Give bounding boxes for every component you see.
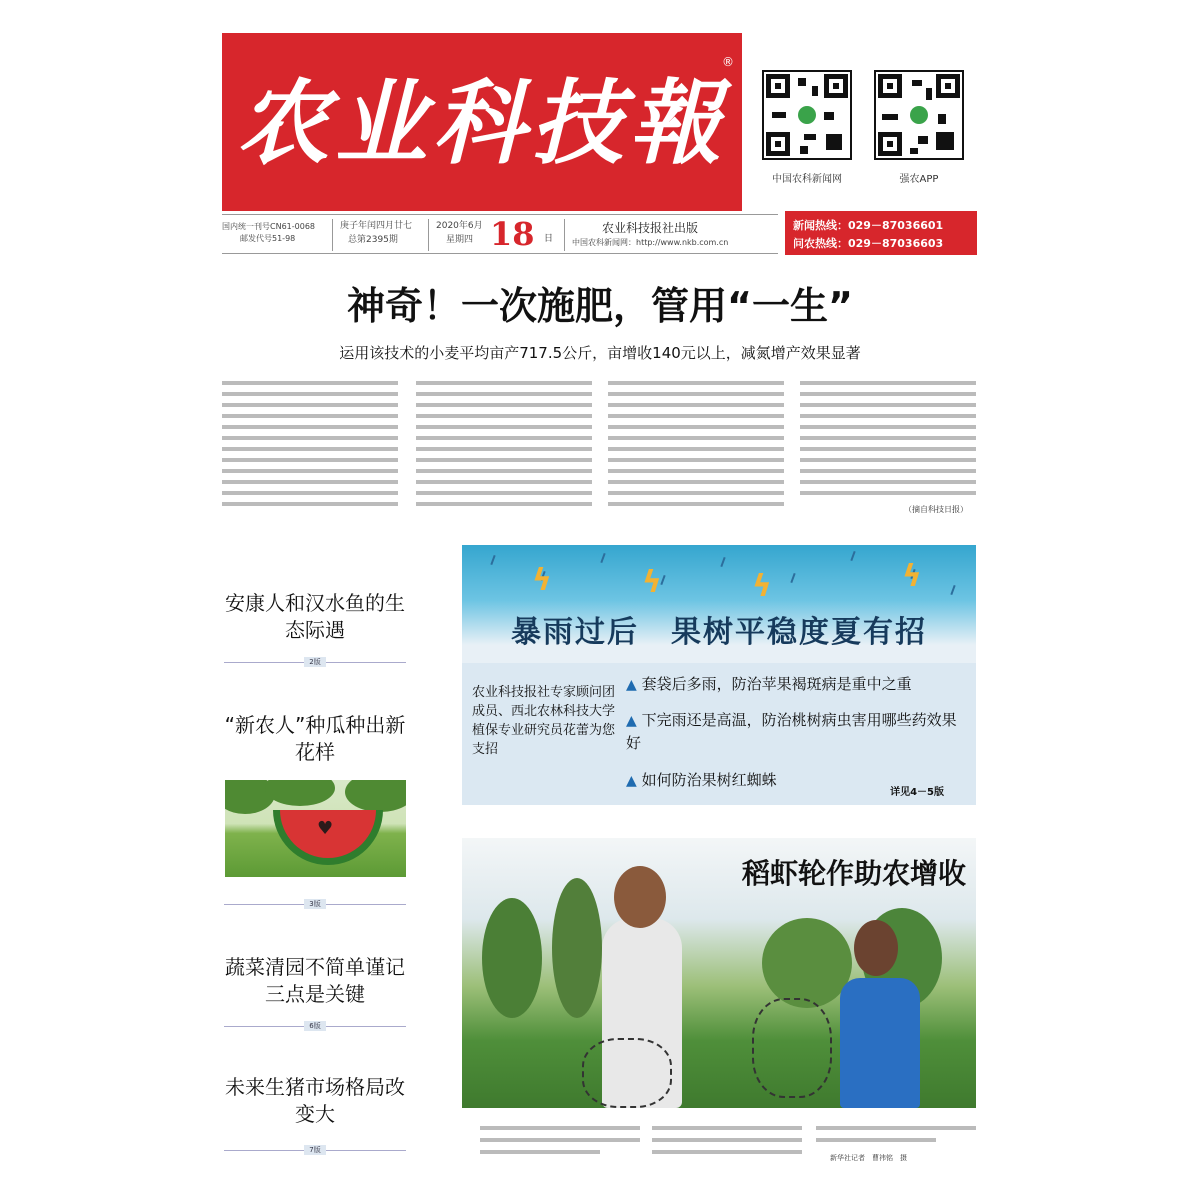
registered-mark: ® (722, 55, 734, 69)
lead-body-columns (222, 378, 978, 518)
see-pages-link[interactable]: 详见4－5版 (890, 787, 944, 798)
page-tag[interactable]: 3版 (304, 899, 326, 909)
page-tag[interactable]: 7版 (304, 1145, 326, 1155)
farmer-woman-head (854, 920, 898, 976)
photo-title: 稻虾轮作助农增收 (741, 857, 966, 890)
issue-day: 18 (490, 215, 535, 253)
photo-credit: 新华社记者 曹祎铭 摄 (830, 1154, 907, 1162)
newspaper-logo: 农业科技報 (236, 69, 727, 177)
heart-icon: ♥ (317, 818, 334, 839)
qr-code-icon[interactable] (874, 70, 964, 160)
shrimp-net (752, 998, 832, 1098)
post-code: 邮发代号51-98 (240, 234, 296, 243)
teaser-headline[interactable]: 安康人和汉水鱼的生态际遇 (225, 591, 405, 642)
publisher: 农业科技报社出版 (602, 221, 699, 235)
news-hotline: 新闻热线：029－87036601 (793, 219, 944, 232)
qr-label-app: 强农APP (899, 174, 939, 185)
body-column (608, 378, 784, 510)
tip-item (626, 709, 966, 754)
masthead-banner (222, 33, 742, 211)
rice-shrimp-photo (462, 838, 976, 1108)
body-column (800, 378, 976, 499)
tip-text: 套袋后多雨，防治苹果褐斑病是重中之重 (641, 675, 912, 693)
body-column (416, 378, 592, 510)
page-tag[interactable]: 6版 (304, 1021, 326, 1031)
ask-hotline: 问农热线：029－87036603 (793, 237, 944, 250)
expert-intro: 农业科技报社专家顾问团成员、西北农林科技大学植保专业研究员花蕾为您支招 (472, 685, 616, 757)
triangle-icon: ▲ (626, 713, 637, 729)
photo-caption (816, 1122, 976, 1146)
storm-feature-box[interactable] (462, 545, 976, 805)
farmer-man-head (614, 866, 666, 928)
qr-label-news: 中国农科新闻网 (772, 174, 842, 185)
lightning-icon: ϟ (902, 559, 922, 594)
shrimp-net (582, 1038, 672, 1108)
reg-number: 国内统一刊号CN61-0068 (222, 222, 315, 231)
lightning-icon: ϟ (642, 565, 662, 600)
lead-headline[interactable]: 神奇！一次施肥，管用“一生” (347, 284, 853, 328)
lightning-icon: ϟ (752, 569, 772, 604)
lightning-icon: ϟ (532, 563, 552, 598)
teaser-headline[interactable]: “新农人”种瓜种出新花样 (224, 713, 406, 764)
farmer-woman (840, 978, 920, 1108)
tip-text: 如何防治果树红蜘蛛 (641, 771, 777, 789)
photo-caption (480, 1122, 640, 1158)
triangle-icon: ▲ (626, 773, 637, 789)
weekday: 星期四 (446, 235, 474, 245)
day-unit: 日 (544, 234, 554, 244)
issue-info-bar (222, 214, 778, 254)
body-column (222, 378, 398, 510)
year-month: 2020年6月 (436, 221, 483, 231)
watermelon-photo (225, 780, 406, 877)
lunar-date: 庚子年闰四月廿七 (340, 221, 413, 231)
issue-number: 总第2395期 (348, 235, 398, 245)
hotline-box (785, 211, 977, 255)
triangle-icon: ▲ (626, 677, 637, 693)
tip-text: 下完雨还是高温，防治桃树病虫害用哪些药效果好 (626, 711, 957, 752)
tip-item (626, 673, 966, 696)
website-link[interactable]: 中国农科新闻网：http://www.nkb.com.cn (572, 238, 729, 247)
page-tag[interactable]: 2版 (304, 657, 326, 667)
lead-subhead: 运用该技术的小麦平均亩产717.5公斤，亩增收140元以上，减氮增产效果显著 (339, 344, 861, 362)
photo-caption (652, 1122, 802, 1158)
article-source: （摘自科技日报） (904, 505, 968, 514)
teaser-headline[interactable]: 未来生猪市场格局改变大 (225, 1075, 405, 1126)
teaser-headline[interactable]: 蔬菜清园不简单谨记三点是关键 (225, 955, 405, 1006)
qr-code-icon[interactable] (762, 70, 852, 160)
storm-title: 暴雨过后 果树平稳度夏有招 (511, 615, 927, 650)
